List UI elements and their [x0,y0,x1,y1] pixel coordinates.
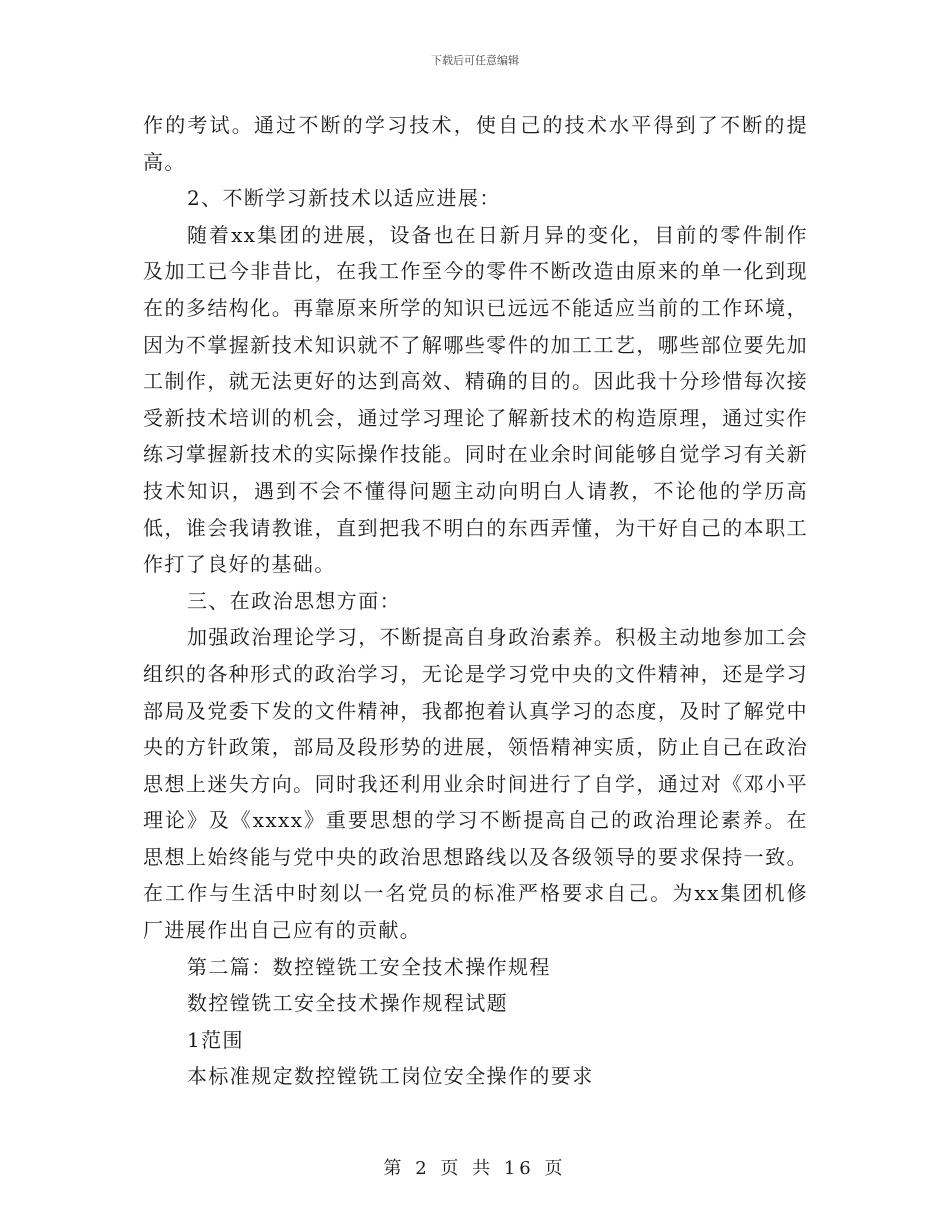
scope-text: 本标准规定数控镗铣工岗位安全操作的要求 [187,1064,594,1089]
scope-heading: 1范围 [187,1027,244,1052]
exam-title: 数控镗铣工安全技术操作规程试题 [187,991,508,1016]
chapter-title: 第二篇：数控镗铣工安全技术操作规程 [187,954,551,979]
paragraph-new-technology: 随着xx集团的进展，设备也在日新月异的变化，目前的零件制作及加工已今非昔比，在我工作至今的零件不断改造由原来的单一化到现在的多结构化。再靠原来所学的知识已远远不能适应当前的工作环境，因为不掌握新技术知识就不了解哪些零件的加工工艺，哪些部位要先加工制作，就无法更好的达到高效、精确的目的。因此我十分珍惜每次接受新技术培训的机会，通过学习理论了解新技术的构造原理，通过实作练习掌握新技术的实际操作技能。同时在业余时间能够自觉学习有关新技术知识，遇到不会不懂得问题主动向明白人请教，不论他的学历高低，谁会我请教谁，直到把我不明白的东西弄懂，为干好自己的本职工作打了良好的基础。 [143,222,808,577]
paragraph-continuation: 作的考试。通过不断的学习技术，使自己的技术水平得到了不断的提高。 [143,113,808,174]
page-number-footer: 第 2 页 共 16 页 [383,1158,567,1179]
section-heading-2: 2、不断学习新技术以适应进展： [187,186,501,211]
document-body [143,107,808,1095]
section-heading-3: 三、在政治思想方面： [187,588,401,613]
page-header: 下载后可任意编辑 [431,54,519,67]
paragraph-political-study: 加强政治理论学习，不断提高自身政治素养。积极主动地参加工会组织的各种形式的政治学习，无论是学习党中央的文件精神，还是学习部局及党委下发的文件精神，我都抱着认真学习的态度，及时了解党中央的方针政策，部局及段形势的进展，领悟精神实质，防止自己在政治思想上迷失方向。同时我还利用业余时间进行了自学，通过对《邓小平理论》及《xxxx》重要思想的学习不断提高自己的政治理论素养。在思想上始终能与党中央的政治思想路线以及各级领导的要求保持一致。在工作与生活中时刻以一名党员的标准严格要求自己。为xx集团机修厂进展作出自己应有的贡献。 [143,625,808,943]
